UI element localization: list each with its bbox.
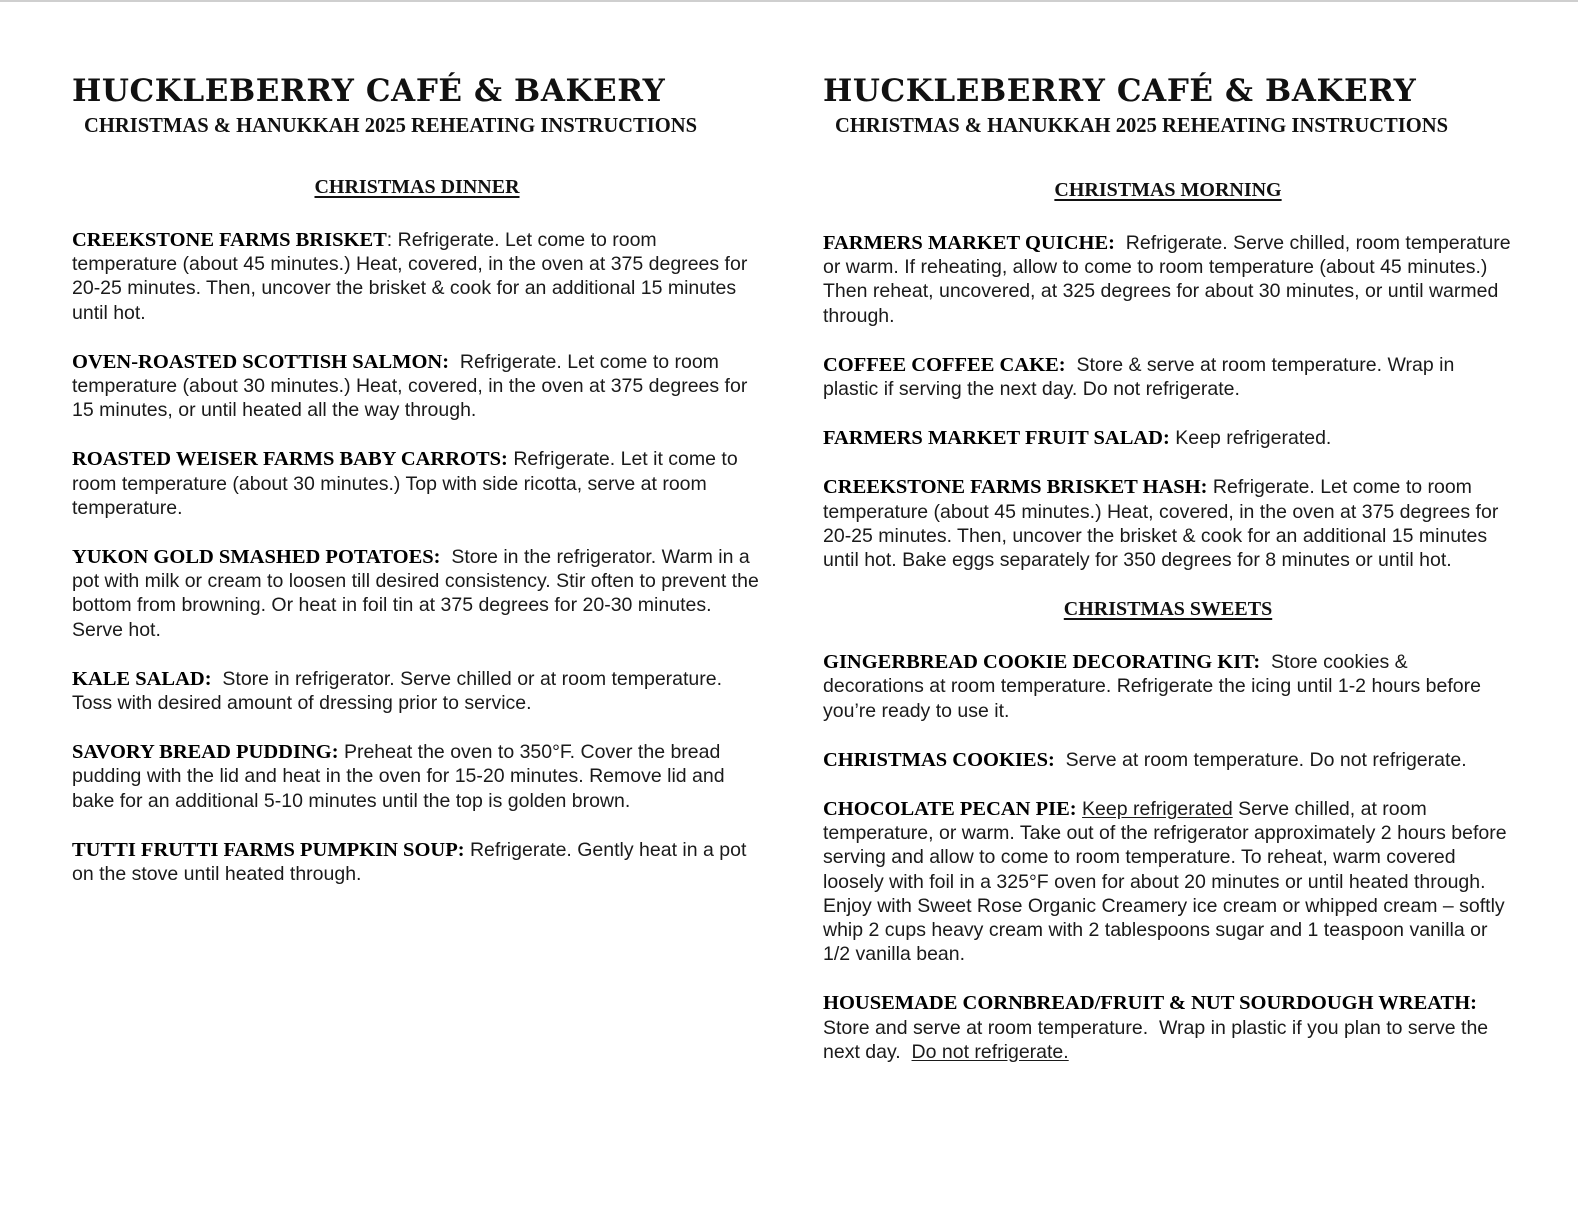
separator: :	[386, 229, 398, 251]
item-instructions: Store & serve at room temperature. Wrap in plastic if serving the next day. Do not refrigerate.	[823, 353, 1455, 401]
separator	[440, 546, 451, 568]
item-quiche	[823, 231, 1513, 328]
item-name: GINGERBREAD COOKIE DECORATING KIT:	[823, 651, 1261, 674]
page-top-border	[0, 0, 1578, 2]
item-name: COFFEE COFFEE CAKE:	[823, 353, 1066, 376]
item-coffee-cake	[823, 353, 1513, 401]
item-baby-carrots	[72, 447, 762, 520]
item-name: CREEKSTONE FARMS BRISKET HASH:	[823, 476, 1208, 499]
item-name: HOUSEMADE CORNBREAD/FRUIT & NUT SOURDOUGH WREATH:	[823, 992, 1477, 1015]
item-instructions: Store cookies & decorations at room temperature. Refrigerate the icing until 1-2 hours before you’re ready to use it.	[823, 651, 1481, 722]
item-instructions: Refrigerate. Let come to room temperature (about 45 minutes.) Heat, covered, in the oven at 375 degrees for 20-25 minutes. Then, uncover the brisket & cook for an additional 15 minutes until hot. Bake eggs separately for 350 degrees for 8 minutes or until hot.	[823, 476, 1499, 572]
item-instructions: Refrigerate. Let come to room temperature (about 45 minutes.) Heat, covered, in the oven at 375 degrees for 20-25 minutes. Then, uncover the brisket & cook for an additional 15 minutes until hot.	[72, 229, 748, 324]
item-instructions: Serve at room temperature. Do not refrigerate.	[1065, 748, 1467, 771]
separator	[1055, 749, 1066, 771]
item-chocolate-pecan-pie	[823, 797, 1513, 966]
item-name: TUTTI FRUTTI FARMS PUMPKIN SOUP:	[72, 838, 465, 861]
item-pumpkin-soup	[72, 838, 762, 886]
item-name: KALE SALAD:	[72, 667, 212, 690]
brand-title: HUCKLEBERRY CAFÉ & BAKERY	[823, 73, 1417, 109]
item-name: OVEN-ROASTED SCOTTISH SALMON:	[72, 350, 450, 373]
item-instructions: Serve chilled, at room temperature, or warm. Take out of the refrigerator approximately 2 hours before serving and allow to come to room temperature. To reheat, warm covered loosely with foil in a 325°F oven for about 20 minutes or until heated through. Enjoy with Sweet Rose Organic Creamery ice cream or whipped cream – softly whip 2 cups heavy cream with 2 tablespoons sugar and 1 teaspoon vanilla or 1/2 vanilla bean.	[823, 798, 1507, 966]
do-not-refrigerate-note: Do not refrigerate.	[911, 1040, 1069, 1063]
item-bread-pudding	[72, 740, 762, 813]
item-instructions: Refrigerate. Serve chilled, room temperature or warm. If reheating, allow to come to room temperature (about 45 minutes.) Then reheat, uncovered, at 325 degrees for about 30 minutes, or until warmed through.	[823, 232, 1511, 327]
item-brisket-hash	[823, 475, 1513, 572]
item-sourdough-wreath	[823, 991, 1513, 1064]
item-name: CHRISTMAS COOKIES:	[823, 748, 1055, 771]
item-name: FARMERS MARKET FRUIT SALAD:	[823, 427, 1170, 450]
item-name: CREEKSTONE FARMS BRISKET	[72, 229, 387, 251]
item-instructions: Store in refrigerator. Serve chilled or at room temperature. Toss with desired amount of dressing prior to service.	[72, 667, 723, 715]
item-instructions: Store in the refrigerator. Warm in a pot with milk or cream to loosen till desired consistency. Stir often to prevent the bottom from browning. Or heat in foil tin at 375 degrees for 20-30 minutes. Serve hot.	[72, 546, 759, 641]
document-subtitle: CHRISTMAS & HANUKKAH 2025 REHEATING INSTRUCTIONS	[84, 113, 698, 137]
item-name: FARMERS MARKET QUICHE:	[823, 232, 1115, 254]
separator	[1260, 651, 1271, 673]
separator	[449, 351, 460, 373]
item-instructions: Preheat the oven to 350°F. Cover the bread pudding with the lid and heat in the oven for 15-20 minutes. Remove lid and bake for an additional 5-10 minutes until the top is golden brown.	[72, 741, 725, 812]
item-instructions: Refrigerate. Gently heat in a pot on the stove until heated through.	[72, 838, 747, 886]
item-creekstone-brisket	[72, 228, 762, 325]
item-name: CHOCOLATE PECAN PIE:	[823, 798, 1077, 821]
separator	[1115, 232, 1126, 254]
item-gingerbread-kit	[823, 650, 1513, 723]
item-scottish-salmon	[72, 350, 762, 423]
section-heading-christmas-dinner: CHRISTMAS DINNER	[314, 176, 520, 198]
brand-title: HUCKLEBERRY CAFÉ & BAKERY	[72, 73, 666, 109]
item-fruit-salad	[823, 426, 1513, 450]
right-page	[823, 72, 1513, 1064]
item-name: ROASTED WEISER FARMS BABY CARROTS:	[72, 448, 508, 471]
item-name: SAVORY BREAD PUDDING:	[72, 741, 339, 764]
section-heading-christmas-sweets: CHRISTMAS SWEETS	[1063, 598, 1273, 621]
item-kale-salad	[72, 667, 762, 715]
item-instructions: Keep refrigerated.	[1175, 427, 1332, 450]
section-heading-christmas-morning: CHRISTMAS MORNING	[1054, 179, 1282, 201]
left-page	[72, 72, 762, 886]
document-subtitle: CHRISTMAS & HANUKKAH 2025 REHEATING INSTRUCTIONS	[835, 113, 1449, 137]
separator	[1066, 354, 1077, 376]
keep-refrigerated-note: Keep refrigerated	[1082, 798, 1233, 821]
item-instructions: Store and serve at room temperature. Wrap in plastic if you plan to serve the next day.	[823, 1016, 1494, 1063]
item-instructions: Refrigerate. Let it come to room temperature (about 30 minutes.) Top with side ricotta, serve at room temperature.	[72, 448, 738, 519]
separator	[212, 668, 223, 690]
item-name: YUKON GOLD SMASHED POTATOES:	[72, 546, 441, 569]
item-instructions: Refrigerate. Let come to room temperature (about 30 minutes.) Heat, covered, in the oven at 375 degrees for 15 minutes, or until heated all the way through.	[72, 350, 748, 422]
item-christmas-cookies	[823, 748, 1513, 772]
item-smashed-potatoes	[72, 545, 762, 642]
